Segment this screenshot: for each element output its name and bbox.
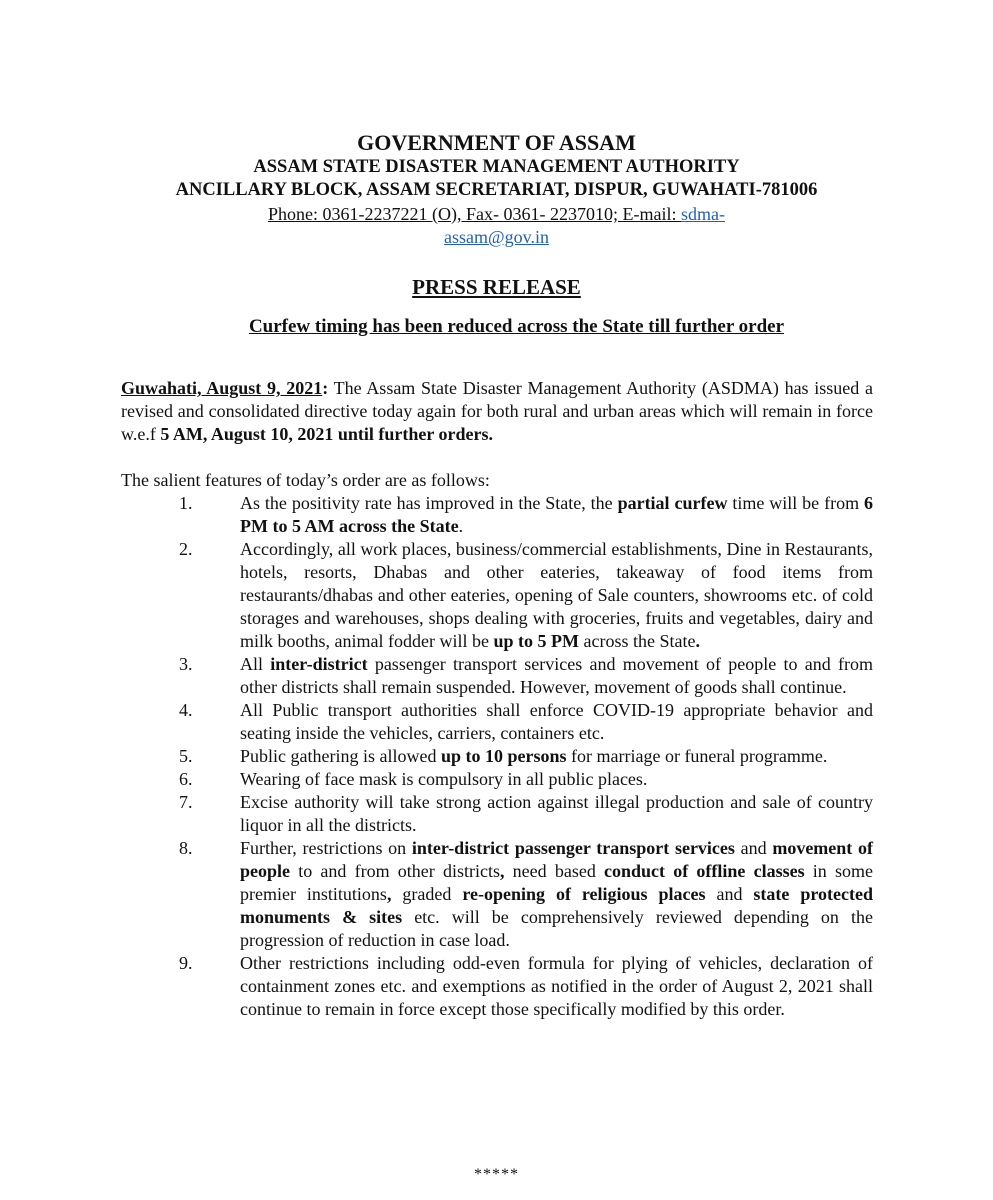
list-item-text: Other restrictions including odd-even formula for plying of vehicles, declaration of containment zones etc. and exemptions as notified in the order of August 2, 2021 shall continue to remain in force except those specifically modified by this order. xyxy=(240,953,873,1019)
list-item-text: graded xyxy=(391,884,463,904)
list-item-bold-text: , xyxy=(499,861,505,881)
list-item-text: Wearing of face mask is compulsory in all public places. xyxy=(240,769,648,789)
list-item-text: As the positivity rate has improved in the State, the xyxy=(240,493,618,513)
list-item-text: need based xyxy=(504,861,605,881)
list-item-bold-text: , xyxy=(386,884,392,904)
list-item-text: and xyxy=(705,884,754,904)
list-item xyxy=(121,837,873,952)
list-item-number: 7. xyxy=(179,792,193,812)
list-item-number: 4. xyxy=(179,700,193,720)
list-item xyxy=(121,952,873,1021)
list-item-text: Public gathering is allowed xyxy=(240,746,441,766)
list-item-number: 2. xyxy=(179,539,193,559)
list-item-text: All Public transport authorities shall enforce COVID-19 appropriate behavior and seating inside the vehicles, carriers, containers etc. xyxy=(240,700,873,743)
list-item-text: Accordingly, all work places, business/commercial establishments, Dine in Restaurants, hotels, resorts, Dhabas and other eateries, takeaway of food items from restaurants/dhabas and other eateries, opening of Sale counters, showrooms etc. of cold storages and warehouses, shops dealing with groceries, fruits and vegetables, dairy and milk booths, animal fodder will be xyxy=(240,539,873,651)
list-item-number: 1. xyxy=(179,493,193,513)
list-item-text: Further, restrictions on xyxy=(240,838,412,858)
authority-address: ANCILLARY BLOCK, ASSAM SECRETARIAT, DISPUR, GUWAHATI-781006 xyxy=(175,180,818,200)
list-item-text: for marriage or funeral programme. xyxy=(566,746,828,766)
email-link-part2[interactable]: assam@gov.in xyxy=(444,227,549,247)
list-item-bold-text: partial curfew xyxy=(617,493,728,513)
list-item xyxy=(121,699,873,745)
list-item-number: 3. xyxy=(179,654,193,674)
dateline-colon: : xyxy=(322,378,329,398)
list-item-number: 8. xyxy=(179,838,193,858)
list-item-text: Excise authority will take strong action against illegal production and sale of country liquor in all the districts. xyxy=(240,792,873,835)
list-item-bold-text: up to 5 PM xyxy=(493,631,579,651)
intro-paragraph xyxy=(121,377,873,446)
list-item xyxy=(121,768,873,791)
list-item-text: to and from other districts xyxy=(290,861,500,881)
list-item-number: 6. xyxy=(179,769,193,789)
list-item xyxy=(121,492,873,538)
press-release-subtitle: Curfew timing has been reduced across the State till further order xyxy=(248,316,785,337)
list-item xyxy=(121,538,873,653)
list-item-bold-text: 6 PM to 5 AM across the State xyxy=(240,493,873,536)
dateline: Guwahati, August 9, 2021 xyxy=(121,378,323,398)
list-item-bold-text: re-opening of religious places xyxy=(462,884,706,904)
list-item xyxy=(121,791,873,837)
list-item-text: passenger transport services and movement of people to and from other districts shall remain suspended. However, movement of goods shall continue. xyxy=(240,654,873,697)
list-item-bold-text: movement of people xyxy=(240,838,873,881)
contact-phone-fax: Phone: 0361-2237221 (O), Fax- 0361- 2237010; E-mail: xyxy=(268,204,681,224)
salient-features-label: The salient features of today’s order are as follows: xyxy=(121,470,490,490)
list-item-text: etc. will be comprehensively reviewed depending on the progression of reduction in case load. xyxy=(240,907,873,950)
email-link-part1[interactable]: sdma- xyxy=(680,204,725,224)
list-item xyxy=(121,745,873,768)
list-item-text: All xyxy=(240,654,271,674)
list-item-bold-text: state protected monuments & sites xyxy=(240,884,873,927)
list-item-text: . xyxy=(458,516,464,536)
list-item-bold-text: . xyxy=(695,631,700,651)
list-item-bold-text: inter-district xyxy=(270,654,368,674)
list-item-text: in some premier institutions xyxy=(240,861,873,904)
end-mark: ***** xyxy=(474,1166,519,1183)
effective-date: 5 AM, August 10, 2021 until further orders. xyxy=(160,424,494,444)
contact-details xyxy=(0,203,993,249)
intro-text: The Assam State Disaster Management Authority (ASDMA) has issued a revised and consolidated directive today again for both rural and urban areas which will remain in force w.e.f xyxy=(121,378,873,444)
government-title: GOVERNMENT OF ASSAM xyxy=(357,130,636,155)
press-release-heading: PRESS RELEASE xyxy=(412,275,581,299)
list-item-bold-text: up to 10 persons xyxy=(440,746,567,766)
list-item-text: and xyxy=(734,838,773,858)
list-item xyxy=(121,653,873,699)
list-item-number: 5. xyxy=(179,746,193,766)
list-item-number: 9. xyxy=(179,953,193,973)
list-item-text: across the State xyxy=(578,631,696,651)
list-item-bold-text: conduct of offline classes xyxy=(604,861,805,881)
order-features-list xyxy=(121,492,873,1021)
list-item-text: time will be from xyxy=(727,493,864,513)
list-item-bold-text: inter-district passenger transport services xyxy=(411,838,735,858)
authority-name: ASSAM STATE DISASTER MANAGEMENT AUTHORITY xyxy=(253,157,740,177)
